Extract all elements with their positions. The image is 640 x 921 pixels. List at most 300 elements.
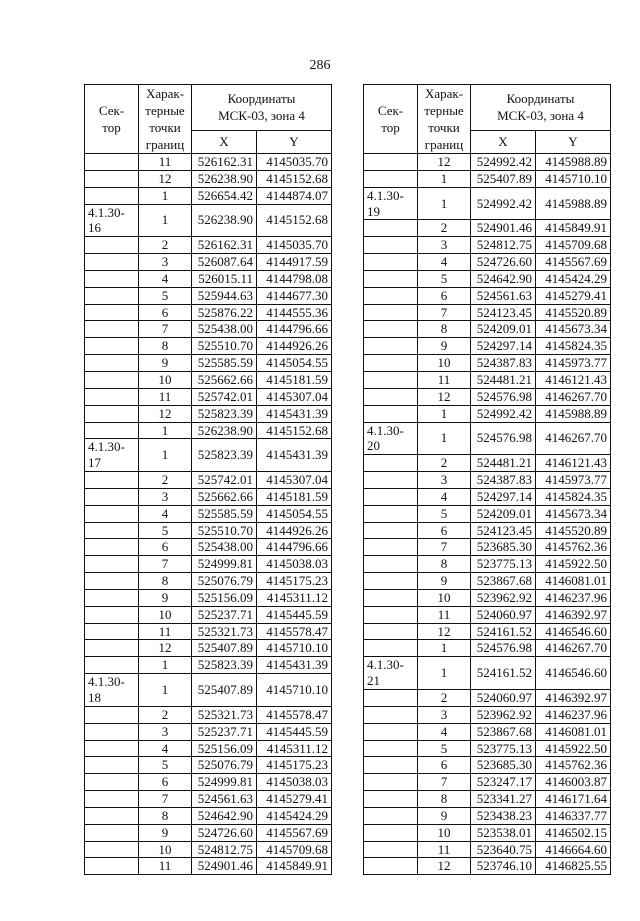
table-row <box>364 824 611 841</box>
x-cell: 523341.27 <box>471 791 536 808</box>
x-cell: 524481.21 <box>471 455 536 472</box>
table-row <box>85 791 332 808</box>
sector-cell <box>364 858 418 875</box>
y-cell: 4145578.47 <box>257 623 332 640</box>
y-cell: 4145709.68 <box>536 237 611 254</box>
y-cell: 4146081.01 <box>536 573 611 590</box>
x-cell: 525823.39 <box>192 657 257 674</box>
point-cell: 1 <box>418 187 471 220</box>
sector-cell <box>85 774 139 791</box>
y-cell: 4145175.23 <box>257 757 332 774</box>
x-cell: 526015.11 <box>192 270 257 287</box>
x-cell: 525510.70 <box>192 522 257 539</box>
point-cell: 12 <box>139 170 192 187</box>
y-cell: 4145181.59 <box>257 371 332 388</box>
table-row <box>85 522 332 539</box>
x-cell: 526162.31 <box>192 237 257 254</box>
y-cell: 4145849.91 <box>257 858 332 875</box>
y-cell: 4145035.70 <box>257 237 332 254</box>
x-cell: 525585.59 <box>192 505 257 522</box>
sector-cell <box>85 505 139 522</box>
sector-cell <box>364 623 418 640</box>
point-cell: 10 <box>139 841 192 858</box>
sector-cell <box>85 858 139 875</box>
table-row <box>85 589 332 606</box>
header-coordinates: Координаты МСК-03, зона 4 <box>471 85 611 131</box>
table-row <box>85 254 332 271</box>
sector-cell <box>85 371 139 388</box>
sector-cell <box>364 405 418 422</box>
point-cell: 12 <box>139 405 192 422</box>
y-cell: 4145710.10 <box>536 170 611 187</box>
table-row <box>85 505 332 522</box>
point-cell: 6 <box>139 774 192 791</box>
point-cell: 5 <box>418 740 471 757</box>
sector-cell <box>364 824 418 841</box>
sector-cell <box>85 573 139 590</box>
x-cell: 523867.68 <box>471 573 536 590</box>
x-cell: 524576.98 <box>471 422 536 455</box>
x-cell: 525742.01 <box>192 472 257 489</box>
point-cell: 10 <box>139 606 192 623</box>
sector-cell <box>85 187 139 204</box>
y-cell: 4145520.89 <box>536 522 611 539</box>
table-row <box>85 422 332 439</box>
sector-cell <box>85 388 139 405</box>
y-cell: 4145445.59 <box>257 723 332 740</box>
x-cell: 526162.31 <box>192 154 257 171</box>
point-cell: 1 <box>139 674 192 707</box>
table-row <box>364 237 611 254</box>
table-row <box>364 338 611 355</box>
table-row <box>364 371 611 388</box>
x-cell: 524387.83 <box>471 355 536 372</box>
point-cell: 7 <box>139 556 192 573</box>
header-coordinates: Координаты МСК-03, зона 4 <box>192 85 332 131</box>
table-body <box>364 154 611 875</box>
point-cell: 4 <box>418 488 471 505</box>
sector-cell <box>364 170 418 187</box>
y-cell: 4146171.64 <box>536 791 611 808</box>
x-cell: 523962.92 <box>471 706 536 723</box>
table-row <box>364 187 611 220</box>
x-cell: 525321.73 <box>192 623 257 640</box>
sector-cell <box>85 422 139 439</box>
x-cell: 524209.01 <box>471 505 536 522</box>
point-cell: 11 <box>139 623 192 640</box>
x-cell: 524992.42 <box>471 187 536 220</box>
x-cell: 526087.64 <box>192 254 257 271</box>
point-cell: 1 <box>418 640 471 657</box>
point-cell: 9 <box>418 807 471 824</box>
sector-cell <box>85 589 139 606</box>
table-row <box>85 338 332 355</box>
y-cell: 4144874.07 <box>257 187 332 204</box>
point-cell: 2 <box>418 220 471 237</box>
point-cell: 11 <box>139 388 192 405</box>
sector-cell <box>85 606 139 623</box>
y-cell: 4145181.59 <box>257 488 332 505</box>
y-cell: 4145054.55 <box>257 355 332 372</box>
point-cell: 1 <box>418 170 471 187</box>
sector-cell <box>85 623 139 640</box>
point-cell: 12 <box>418 623 471 640</box>
table-row <box>85 539 332 556</box>
table-row <box>364 455 611 472</box>
point-cell: 11 <box>418 841 471 858</box>
point-cell: 12 <box>139 640 192 657</box>
table-body <box>85 154 332 875</box>
coordinates-table-right <box>363 84 611 875</box>
y-cell: 4146392.97 <box>536 690 611 707</box>
y-cell: 4145152.68 <box>257 422 332 439</box>
sector-cell <box>85 706 139 723</box>
x-cell: 525876.22 <box>192 304 257 321</box>
x-cell: 523438.23 <box>471 807 536 824</box>
table-row <box>85 556 332 573</box>
point-cell: 3 <box>139 488 192 505</box>
table-row <box>85 237 332 254</box>
table-row <box>364 355 611 372</box>
x-cell: 523775.13 <box>471 556 536 573</box>
x-cell: 524726.60 <box>471 254 536 271</box>
point-cell: 9 <box>418 338 471 355</box>
table-row <box>364 589 611 606</box>
sector-cell: 4.1.30- 21 <box>364 657 418 690</box>
table-row <box>364 807 611 824</box>
sector-cell <box>85 556 139 573</box>
table-row <box>85 270 332 287</box>
table-row <box>364 472 611 489</box>
sector-cell <box>85 355 139 372</box>
y-cell: 4144917.59 <box>257 254 332 271</box>
y-cell: 4144926.26 <box>257 338 332 355</box>
y-cell: 4145988.89 <box>536 405 611 422</box>
sector-cell <box>85 807 139 824</box>
y-cell: 4145922.50 <box>536 556 611 573</box>
y-cell: 4145175.23 <box>257 573 332 590</box>
table-row <box>364 573 611 590</box>
x-cell: 524561.63 <box>192 791 257 808</box>
sector-cell <box>364 154 418 171</box>
y-cell: 4145849.91 <box>536 220 611 237</box>
table-row <box>364 488 611 505</box>
x-cell: 525407.89 <box>192 640 257 657</box>
y-cell: 4145567.69 <box>257 824 332 841</box>
point-cell: 12 <box>418 388 471 405</box>
sector-cell: 4.1.30- 17 <box>85 439 139 472</box>
table-row <box>85 824 332 841</box>
table-row <box>364 690 611 707</box>
table-row <box>364 791 611 808</box>
point-cell: 12 <box>418 154 471 171</box>
y-cell: 4145988.89 <box>536 187 611 220</box>
sector-cell <box>85 304 139 321</box>
sector-cell <box>85 539 139 556</box>
sector-cell <box>364 455 418 472</box>
x-cell: 524642.90 <box>471 270 536 287</box>
x-cell: 525321.73 <box>192 706 257 723</box>
sector-cell <box>364 472 418 489</box>
x-cell: 525742.01 <box>192 388 257 405</box>
sector-cell <box>85 321 139 338</box>
x-cell: 525407.89 <box>192 674 257 707</box>
table-row <box>85 355 332 372</box>
y-cell: 4145922.50 <box>536 740 611 757</box>
point-cell: 7 <box>418 304 471 321</box>
sector-cell <box>85 154 139 171</box>
point-cell: 11 <box>139 858 192 875</box>
y-cell: 4146237.96 <box>536 706 611 723</box>
point-cell: 1 <box>139 439 192 472</box>
point-cell: 5 <box>139 287 192 304</box>
y-cell: 4144926.26 <box>257 522 332 539</box>
x-cell: 525407.89 <box>471 170 536 187</box>
sector-cell <box>364 706 418 723</box>
y-cell: 4145279.41 <box>257 791 332 808</box>
sector-cell <box>364 338 418 355</box>
header-points: Харак- терные точки границ <box>139 85 192 154</box>
table-row <box>364 858 611 875</box>
sector-cell <box>364 371 418 388</box>
point-cell: 10 <box>139 371 192 388</box>
point-cell: 2 <box>418 455 471 472</box>
x-cell: 524161.52 <box>471 657 536 690</box>
table-row <box>364 539 611 556</box>
point-cell: 11 <box>418 606 471 623</box>
y-cell: 4144798.08 <box>257 270 332 287</box>
sector-cell <box>364 522 418 539</box>
y-cell: 4145578.47 <box>257 706 332 723</box>
x-cell: 524161.52 <box>471 623 536 640</box>
table-row <box>85 472 332 489</box>
point-cell: 4 <box>418 723 471 740</box>
point-cell: 5 <box>139 757 192 774</box>
table-row <box>364 623 611 640</box>
point-cell: 1 <box>139 204 192 237</box>
table-row <box>85 488 332 505</box>
point-cell: 6 <box>139 539 192 556</box>
sector-cell <box>364 690 418 707</box>
sector-cell <box>85 723 139 740</box>
sector-cell <box>364 254 418 271</box>
table-row <box>85 606 332 623</box>
x-cell: 526238.90 <box>192 422 257 439</box>
table-row <box>85 573 332 590</box>
table-row <box>85 807 332 824</box>
point-cell: 4 <box>139 270 192 287</box>
point-cell: 3 <box>139 254 192 271</box>
header-y: Y <box>536 130 611 153</box>
sector-cell <box>364 573 418 590</box>
y-cell: 4145038.03 <box>257 774 332 791</box>
y-cell: 4145038.03 <box>257 556 332 573</box>
y-cell: 4145152.68 <box>257 204 332 237</box>
coordinates-table-left <box>84 84 332 875</box>
point-cell: 1 <box>418 657 471 690</box>
point-cell: 10 <box>418 355 471 372</box>
sector-cell <box>85 757 139 774</box>
table-row <box>85 757 332 774</box>
sector-cell: 4.1.30- 19 <box>364 187 418 220</box>
y-cell: 4146502.15 <box>536 824 611 841</box>
table-row <box>364 154 611 171</box>
point-cell: 8 <box>139 807 192 824</box>
table-row <box>364 170 611 187</box>
y-cell: 4146546.60 <box>536 623 611 640</box>
x-cell: 524999.81 <box>192 774 257 791</box>
table-header <box>85 85 332 154</box>
y-cell: 4146267.70 <box>536 388 611 405</box>
point-cell: 2 <box>139 706 192 723</box>
sector-cell <box>85 791 139 808</box>
table-row <box>85 154 332 171</box>
x-cell: 524812.75 <box>471 237 536 254</box>
sector-cell <box>364 220 418 237</box>
point-cell: 10 <box>418 589 471 606</box>
table-row <box>85 706 332 723</box>
sector-cell <box>364 723 418 740</box>
y-cell: 4145973.77 <box>536 355 611 372</box>
y-cell: 4146267.70 <box>536 422 611 455</box>
sector-cell <box>364 774 418 791</box>
point-cell: 3 <box>418 472 471 489</box>
y-cell: 4145431.39 <box>257 657 332 674</box>
point-cell: 5 <box>139 522 192 539</box>
point-cell: 7 <box>418 539 471 556</box>
x-cell: 524297.14 <box>471 338 536 355</box>
y-cell: 4146546.60 <box>536 657 611 690</box>
y-cell: 4145445.59 <box>257 606 332 623</box>
y-cell: 4146237.96 <box>536 589 611 606</box>
header-points: Харак- терные точки границ <box>418 85 471 154</box>
table-row <box>364 321 611 338</box>
point-cell: 6 <box>418 757 471 774</box>
table-row <box>364 304 611 321</box>
x-cell: 524123.45 <box>471 304 536 321</box>
y-cell: 4145710.10 <box>257 640 332 657</box>
sector-cell: 4.1.30- 18 <box>85 674 139 707</box>
x-cell: 524209.01 <box>471 321 536 338</box>
sector-cell <box>85 640 139 657</box>
sector-cell <box>364 589 418 606</box>
y-cell: 4146267.70 <box>536 640 611 657</box>
table-row <box>85 287 332 304</box>
point-cell: 1 <box>418 422 471 455</box>
point-cell: 6 <box>139 304 192 321</box>
sector-cell <box>85 824 139 841</box>
y-cell: 4145824.35 <box>536 488 611 505</box>
table-row <box>364 657 611 690</box>
y-cell: 4145973.77 <box>536 472 611 489</box>
point-cell: 5 <box>418 505 471 522</box>
sector-cell <box>85 254 139 271</box>
sector-cell <box>85 237 139 254</box>
sector-cell <box>364 505 418 522</box>
sector-cell <box>85 338 139 355</box>
sector-cell <box>364 304 418 321</box>
table-row <box>364 757 611 774</box>
y-cell: 4145673.34 <box>536 505 611 522</box>
point-cell: 2 <box>139 237 192 254</box>
x-cell: 523640.75 <box>471 841 536 858</box>
point-cell: 2 <box>418 690 471 707</box>
point-cell: 1 <box>418 405 471 422</box>
sector-cell <box>85 287 139 304</box>
x-cell: 526238.90 <box>192 204 257 237</box>
point-cell: 6 <box>418 287 471 304</box>
point-cell: 1 <box>139 422 192 439</box>
y-cell: 4146003.87 <box>536 774 611 791</box>
y-cell: 4146081.01 <box>536 723 611 740</box>
point-cell: 10 <box>418 824 471 841</box>
header-sector: Сек- тор <box>364 85 418 154</box>
x-cell: 526654.42 <box>192 187 257 204</box>
x-cell: 524992.42 <box>471 154 536 171</box>
sector-cell <box>364 539 418 556</box>
x-cell: 525510.70 <box>192 338 257 355</box>
x-cell: 524060.97 <box>471 690 536 707</box>
x-cell: 526238.90 <box>192 170 257 187</box>
table-row <box>85 623 332 640</box>
sector-cell <box>85 170 139 187</box>
sector-cell <box>364 237 418 254</box>
y-cell: 4145307.04 <box>257 388 332 405</box>
point-cell: 11 <box>418 371 471 388</box>
x-cell: 523685.30 <box>471 539 536 556</box>
header-x: X <box>471 130 536 153</box>
x-cell: 525662.66 <box>192 371 257 388</box>
point-cell: 9 <box>139 824 192 841</box>
x-cell: 524297.14 <box>471 488 536 505</box>
x-cell: 525237.71 <box>192 606 257 623</box>
point-cell: 2 <box>139 472 192 489</box>
y-cell: 4145311.12 <box>257 589 332 606</box>
y-cell: 4145520.89 <box>536 304 611 321</box>
y-cell: 4146337.77 <box>536 807 611 824</box>
point-cell: 11 <box>139 154 192 171</box>
table-row <box>85 204 332 237</box>
point-cell: 5 <box>418 270 471 287</box>
point-cell: 8 <box>418 556 471 573</box>
table-row <box>364 505 611 522</box>
y-cell: 4145567.69 <box>536 254 611 271</box>
x-cell: 524812.75 <box>192 841 257 858</box>
sector-cell <box>364 287 418 304</box>
point-cell: 4 <box>139 740 192 757</box>
table-row <box>364 220 611 237</box>
x-cell: 523538.01 <box>471 824 536 841</box>
sector-cell <box>85 270 139 287</box>
x-cell: 525585.59 <box>192 355 257 372</box>
header-y: Y <box>257 130 332 153</box>
y-cell: 4145307.04 <box>257 472 332 489</box>
y-cell: 4145988.89 <box>536 154 611 171</box>
point-cell: 12 <box>418 858 471 875</box>
table-row <box>85 640 332 657</box>
table-row <box>364 841 611 858</box>
table-row <box>364 388 611 405</box>
y-cell: 4145152.68 <box>257 170 332 187</box>
sector-cell <box>364 757 418 774</box>
sector-cell <box>364 488 418 505</box>
x-cell: 524576.98 <box>471 640 536 657</box>
sector-cell <box>85 405 139 422</box>
sector-cell <box>364 807 418 824</box>
table-row <box>85 774 332 791</box>
sector-cell <box>364 640 418 657</box>
point-cell: 7 <box>139 791 192 808</box>
